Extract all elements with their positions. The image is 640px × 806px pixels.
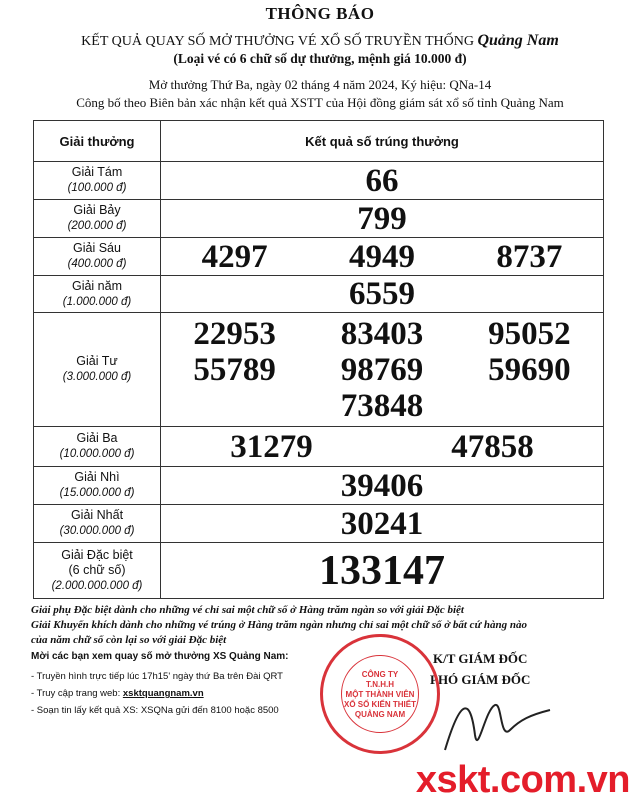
website-link[interactable]: xsktquangnam.vn	[122, 688, 204, 699]
ticket-note: (Loại vé có 6 chữ số dự thưởng, mệnh giá 10.000 đ)	[173, 51, 467, 66]
winning-number: 95052	[488, 315, 571, 352]
winning-number: 8737	[496, 238, 563, 275]
draw-info: Mở thưởng Thứ Ba, ngày 02 tháng 4 năm 2024, Ký hiệu: QNa-14	[148, 77, 492, 92]
prize-value: (15.000.000 đ)	[59, 487, 135, 499]
winning-number: 98769	[340, 351, 424, 388]
ways-item-sms: - Soạn tin lấy kết quả XS: XSQNa gửi đến 8100 hoặc 8500	[31, 705, 279, 716]
winning-number: 47858	[451, 428, 534, 465]
special-winning-number: 133147	[319, 547, 445, 594]
prize-value: (10.000.000 đ)	[59, 448, 135, 460]
prize-name: Giải năm	[71, 278, 123, 293]
prize-name: Giải Tư	[76, 354, 118, 368]
stamp-type: T.N.H.H	[366, 680, 394, 689]
table-row	[34, 467, 604, 505]
prize-label	[34, 543, 161, 599]
signature-title-1: K/T GIÁM ĐỐC	[433, 651, 528, 666]
results-table	[33, 120, 604, 599]
prize-value: (2.000.000.000 đ)	[51, 579, 143, 592]
publication-note: Công bố theo Biên bản xác nhận kết quả XSTT của Hội đồng giám sát xổ số tỉnh Quảng Nam	[76, 95, 564, 110]
prize-name: Giải Đặc biệt	[61, 547, 133, 562]
winning-number: 6559	[349, 276, 415, 312]
prize-label	[34, 276, 161, 313]
winning-number: 30241	[340, 505, 424, 542]
ways-web-prefix: - Truy cập trang web:	[31, 688, 121, 699]
winning-number: 22953	[193, 315, 276, 352]
winning-number: 73848	[340, 387, 424, 424]
ways-item-tv: - Truyền hình trực tiếp lúc 17h15' ngày thứ Ba trên Đài QRT	[31, 671, 283, 682]
subtitle-text: KẾT QUẢ QUAY SỐ MỞ THƯỞNG VÉ XỔ SỐ TRUYỀN THỐNG	[81, 34, 474, 49]
company-stamp	[320, 634, 440, 754]
footnote-3: của năm chữ số còn lại so với giải Đặc biệt	[31, 634, 227, 646]
stamp-line-3: MỘT THÀNH VIÊN	[345, 690, 415, 699]
signature-title-2: PHÓ GIÁM ĐỐC	[430, 672, 531, 687]
page-title: THÔNG BÁO	[265, 4, 375, 23]
prize-label	[34, 162, 161, 200]
winning-number: 799	[357, 200, 407, 237]
table-row	[34, 505, 604, 543]
table-row	[34, 200, 604, 238]
subtitle	[0, 32, 640, 50]
table-row	[34, 276, 604, 313]
prize-label	[34, 200, 161, 238]
ways-heading: Mời các bạn xem quay số mở thưởng XS Quảng Nam:	[31, 651, 289, 662]
prize-label	[34, 505, 161, 543]
table-row	[34, 543, 604, 599]
stamp-company: CÔNG TY	[361, 670, 399, 679]
winning-number: 4297	[201, 238, 268, 275]
ways-item-web	[31, 688, 204, 699]
winning-number: 4949	[348, 238, 415, 275]
prize-name: Giải Sáu	[73, 241, 121, 255]
prize-value: (400.000 đ)	[67, 258, 127, 270]
table-row	[34, 313, 604, 427]
table-row	[34, 238, 604, 276]
prize-label	[34, 313, 161, 427]
winning-number: 59690	[488, 351, 571, 388]
prize-name: Giải Tám	[71, 165, 123, 179]
stamp-line-4: XỔ SỐ KIẾN THIẾT	[343, 700, 416, 709]
prize-name: Giải Ba	[76, 431, 118, 445]
prize-value: (200.000 đ)	[67, 220, 127, 232]
prize-value: (1.000.000 đ)	[62, 295, 132, 308]
stamp-inner	[341, 655, 419, 733]
winning-number: 66	[365, 162, 399, 199]
winning-number: 83403	[340, 315, 424, 352]
footnote-1: Giải phụ Đặc biệt dành cho những vé chỉ sai một chữ số ở Hàng trăm ngàn so với giải Đặc biệt	[31, 604, 464, 616]
prize-label	[34, 238, 161, 276]
prize-value: (3.000.000 đ)	[62, 371, 132, 383]
table-row	[34, 427, 604, 467]
winning-number: 39406	[340, 467, 424, 504]
winning-number: 55789	[193, 351, 276, 388]
prize-value: (30.000.000 đ)	[59, 525, 135, 537]
table-header-row	[34, 121, 604, 162]
numbers-column-header: Kết quả số trúng thưởng	[161, 121, 604, 162]
stamp-line-5: QUẢNG NAM	[354, 710, 406, 719]
prize-label	[34, 467, 161, 505]
prize-name: Giải Nhất	[70, 508, 124, 522]
prize-value: (100.000 đ)	[67, 182, 127, 194]
prize-subname: (6 chữ số)	[68, 562, 126, 577]
prize-name: Giải Nhì	[74, 470, 120, 484]
prize-column-header: Giải thưởng	[34, 121, 161, 162]
footnote-2: Giải Khuyến khích dành cho những vé trúng ở Hàng trăm ngàn nhưng chỉ sai một chữ số ở bất cứ hàng nào	[31, 619, 528, 631]
prize-label	[34, 427, 161, 467]
watermark-logo: xskt.com.vn	[415, 759, 630, 801]
table-row	[34, 162, 604, 200]
province-name: Quảng Nam	[477, 32, 559, 49]
prize-name: Giải Bảy	[73, 203, 121, 217]
winning-number: 31279	[230, 428, 313, 465]
signature-scribble	[440, 690, 560, 760]
